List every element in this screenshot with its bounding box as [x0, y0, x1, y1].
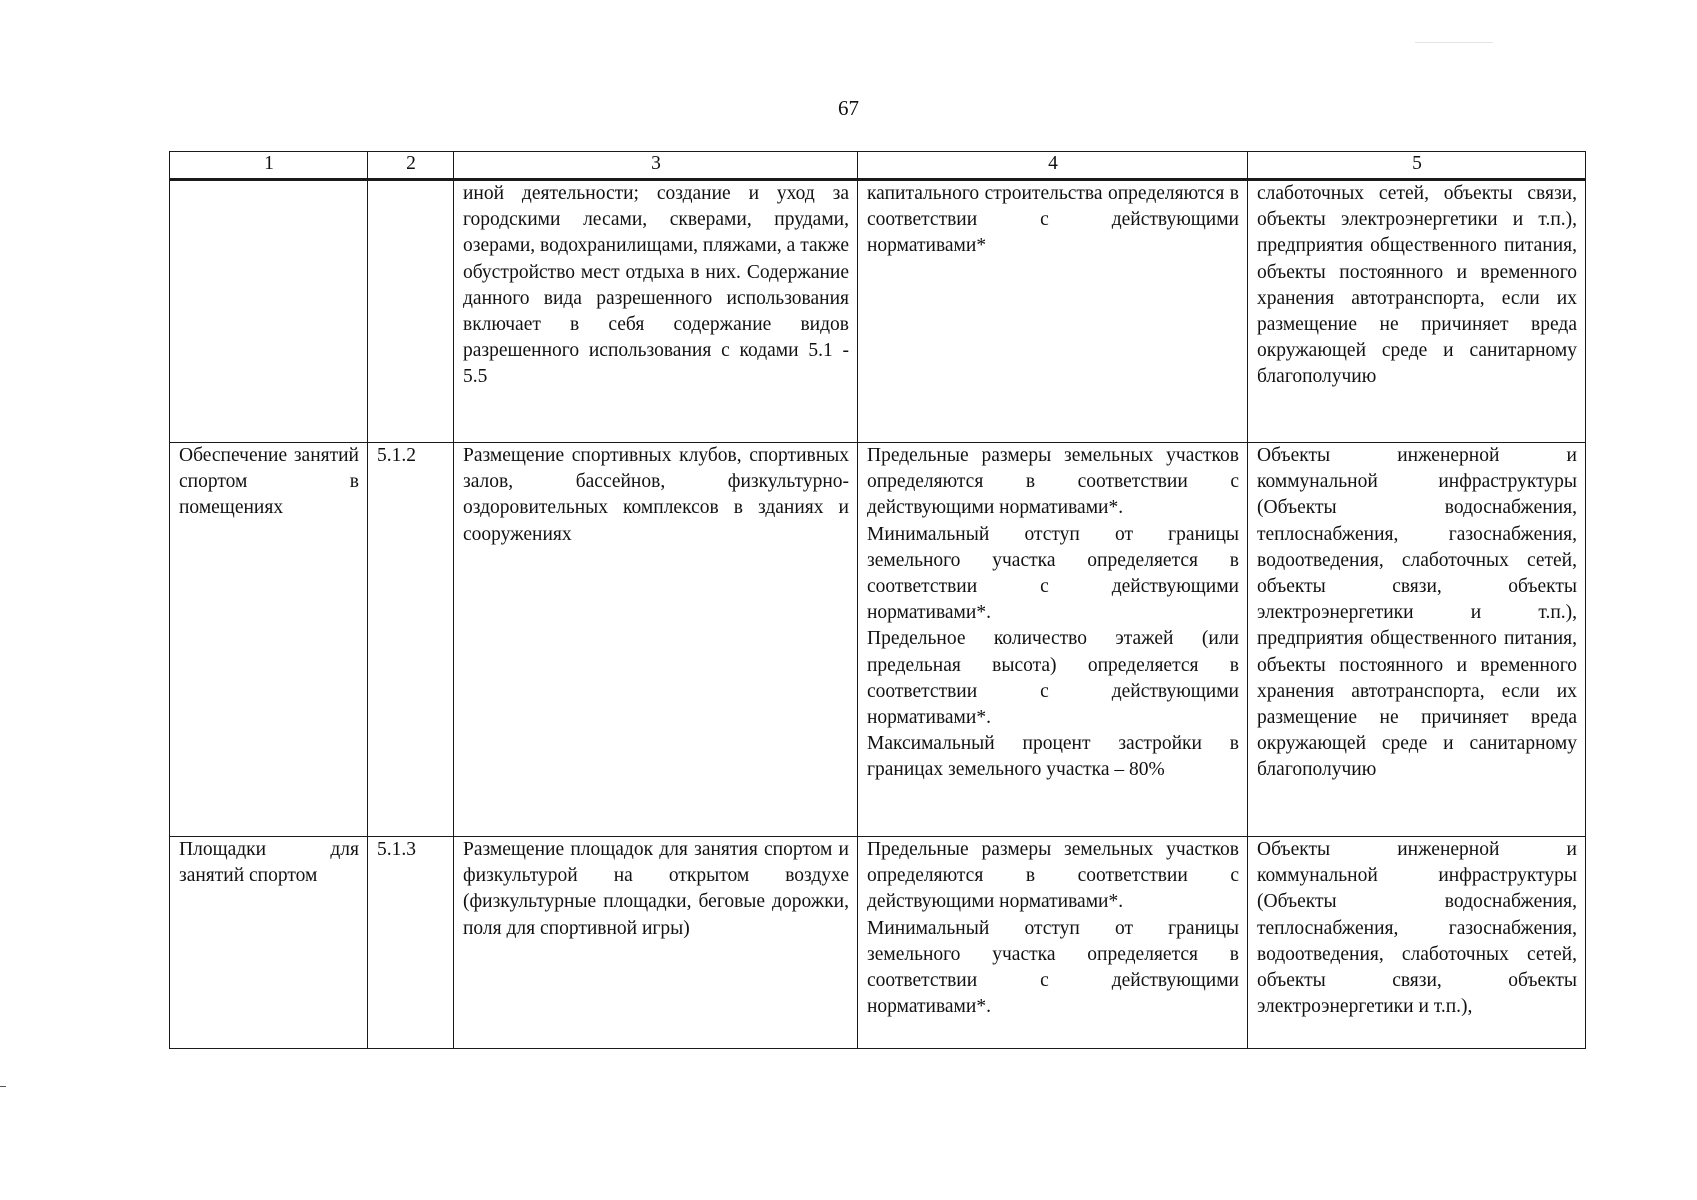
use-type-description-cell: Размещение спортивных клубов, спортивных залов, бассейнов, физкультурно-оздоровительных комплексов в зданиях и сооружениях — [454, 443, 858, 837]
use-type-description-cell: Размещение площадок для занятия спортом и физкультурой на открытом воздухе (физкультурные площадки, беговые дорожки, поля для спортивной игры) — [454, 837, 858, 1049]
use-type-code-cell: 5.1.2 — [368, 443, 454, 837]
column-header: 2 — [368, 152, 454, 180]
parameter-line: Предельное количество этажей (или предельная высота) определяется в соответствии с действующими нормативами*. — [867, 628, 1239, 729]
column-header: 3 — [454, 152, 858, 180]
parameter-line: Минимальный отступ от границы земельного участка определяется в соответствии с действующими нормативами*. — [867, 523, 1239, 624]
table-row — [170, 837, 1586, 1049]
column-header: 5 — [1248, 152, 1586, 180]
use-type-name-cell: Обеспечение занятий спортом в помещениях — [170, 443, 368, 837]
page-number: 67 — [838, 96, 859, 120]
column-header: 1 — [170, 152, 368, 180]
column-header: 4 — [858, 152, 1248, 180]
auxiliary-uses-cell: Объекты инженерной и коммунальной инфраструктуры (Объекты водоснабжения, теплоснабжения, газоснабжения, водоотведения, слаботочных сетей, объекты связи, объекты электроэнергетики и т.п.), предприятия общественного питания, объекты постоянного и временного хранения автотранспорта, если их размещение не причиняет вреда окружающей среде и санитарному благополучию — [1248, 443, 1586, 837]
auxiliary-uses-cell: Объекты инженерной и коммунальной инфраструктуры (Объекты водоснабжения, теплоснабжения, газоснабжения, водоотведения, слаботочных сетей, объекты связи, объекты электроэнергетики и т.п.), — [1248, 837, 1586, 1049]
parameter-line: Предельные размеры земельных участков определяются в соответствии с действующими нормативами*. — [867, 839, 1239, 913]
use-type-name-cell: Площадки для занятий спортом — [170, 837, 368, 1049]
use-type-name-cell — [170, 180, 368, 443]
use-type-description-cell: иной деятельности; создание и уход за городскими лесами, скверами, прудами, озерами, водохранилищами, пляжами, а также обустройство мест отдыха в них. Содержание данного вида разрешенного использования включает в себя содержание видов разрешенного использования с кодами 5.1 - 5.5 — [454, 180, 858, 443]
parameter-line: капитального строительства определяются в соответствии с действующими нормативами* — [867, 183, 1239, 257]
parameter-line: Предельные размеры земельных участков определяются в соответствии с действующими нормативами*. — [867, 445, 1239, 519]
table-header-row — [170, 152, 1586, 180]
auxiliary-uses-cell: слаботочных сетей, объекты связи, объекты электроэнергетики и т.п.), предприятия общественного питания, объекты постоянного и временного хранения автотранспорта, если их размещение не причиняет вреда окружающей среде и санитарному благополучию — [1248, 180, 1586, 443]
use-type-code-cell — [368, 180, 454, 443]
building-parameters-cell — [858, 837, 1248, 1049]
building-parameters-cell — [858, 180, 1248, 443]
table-row — [170, 180, 1586, 443]
scan-artifact-line — [1415, 42, 1493, 43]
use-type-code-cell: 5.1.3 — [368, 837, 454, 1049]
table-row — [170, 443, 1586, 837]
parameter-line: Максимальный процент застройки в границах земельного участка – 80% — [867, 733, 1239, 781]
scan-artifact-tick — [0, 1086, 6, 1087]
land-use-table — [169, 151, 1586, 1049]
parameter-line: Минимальный отступ от границы земельного участка определяется в соответствии с действующими нормативами*. — [867, 917, 1239, 1018]
building-parameters-cell — [858, 443, 1248, 837]
